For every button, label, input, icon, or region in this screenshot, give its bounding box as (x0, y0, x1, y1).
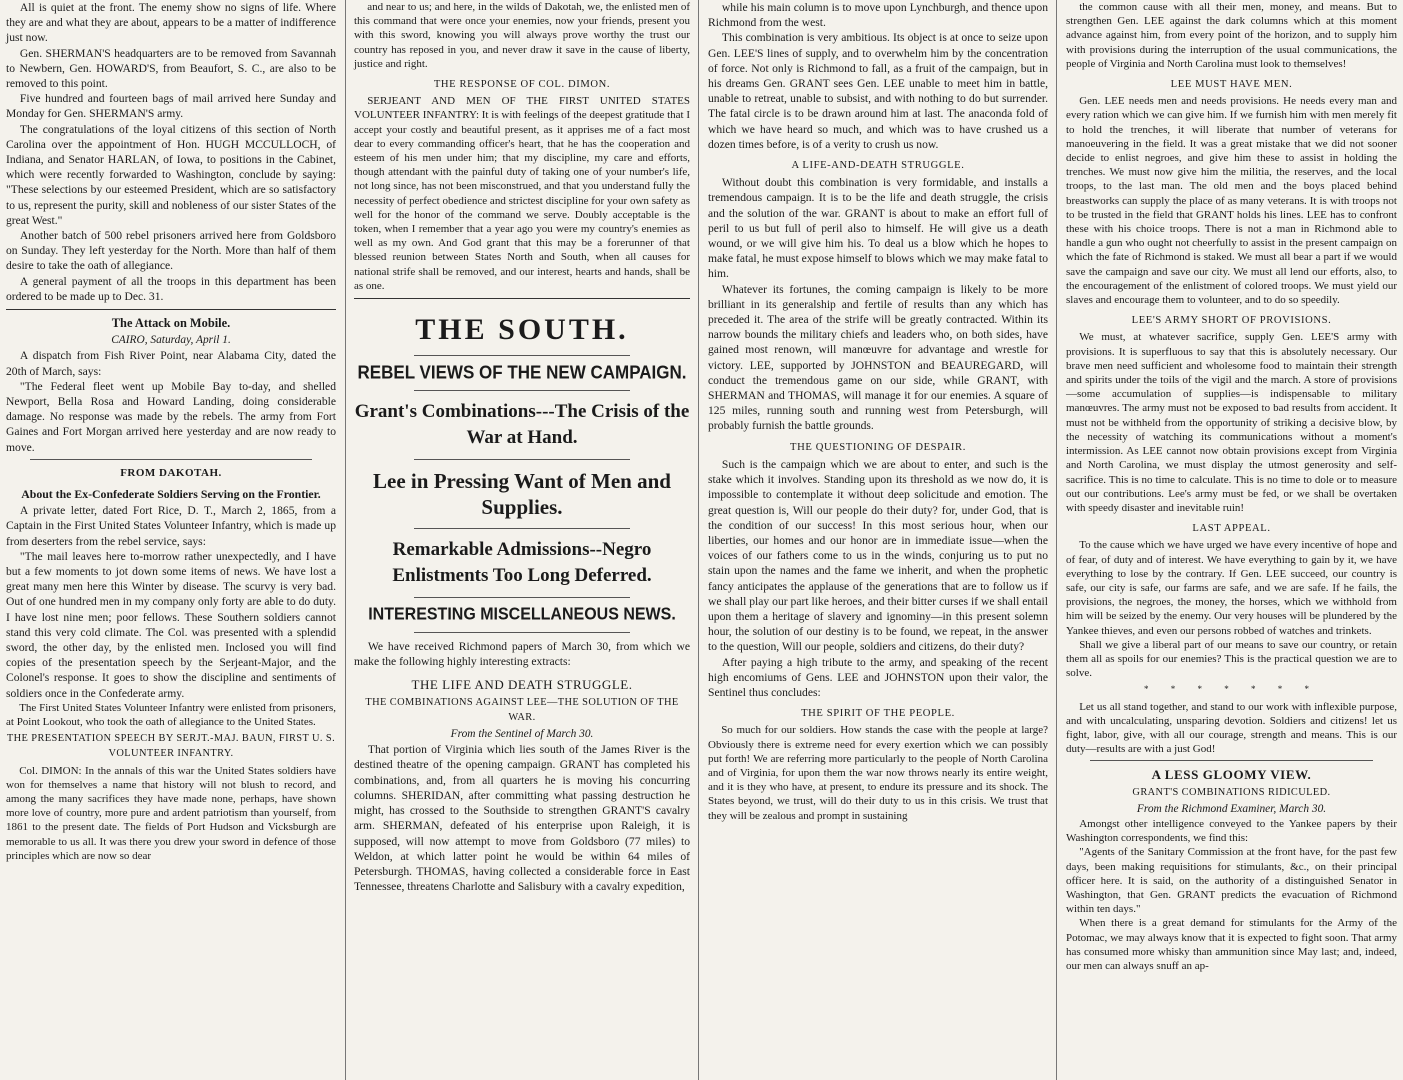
article-subheadline: About the Ex-Confederate Soldiers Serving on the Frontier. (21, 487, 321, 502)
paragraph: A private letter, dated Fort Rice, D. T., March 2, 1865, from a Captain in the First United States Volunteer Infantry, which is made up from deserters from the rebel service, says: (6, 504, 336, 548)
column-4 (1058, 0, 1403, 1080)
article-headline-mobile: The Attack on Mobile. (111, 316, 231, 331)
divider (414, 390, 630, 391)
divider (414, 632, 630, 633)
paragraph: Whatever its fortunes, the coming campaign is likely to be more brilliant in its generalship and fertile of results than any which has preceded it. The area of the strife will be greatly contracted. Within its narrow bounds the military chiefs and leaders who, on both sides, have gained most renown, will manœuvre for advantage and wrestle for victory. LEE, supported by JOHNSTON and BEAUREGARD, will conduct the tremendous game on our side, while GRANT, with SHERMAN and THOMAS, will manage it for our enemies. A square of 125 miles, running south and running west from Petersburgh, will probably furnish the battle grounds. (708, 282, 1048, 433)
paragraph: So much for our soldiers. How stands the case with the people at large? Obviously there is extreme need for every exertion which we can possibly put forth! We are referring more particularly to the people of North Carolina and of Virginia, for upon them the war now throws nearly its entire weight, and it is they who have, at present, to endure its pressure and its shock. The States beyond, we trust, will do their duty to us in this crisis. We trust that they will be zealous and prompt in sustaining (708, 724, 1048, 822)
headline-deck-1: REBEL VIEWS OF THE NEW CAMPAIGN. (357, 362, 687, 383)
paragraph: Gen. SHERMAN'S headquarters are to be removed from Savannah to Newbern, Gen. HOWARD'S, from Beaufort, S. C., are also to be removed to this point. (6, 46, 336, 91)
divider (414, 459, 630, 460)
divider (414, 355, 630, 356)
paragraph: The First United States Volunteer Infantry were enlisted from prisoners, at Point Lookout, who took the oath of allegiance to the United States. (6, 701, 336, 728)
source-line: From the Sentinel of March 30. (450, 728, 594, 741)
section-subheading: GRANT'S COMBINATIONS RIDICULED. (1132, 786, 1331, 798)
headline-deck-3: Lee in Pressing Want of Men and Supplies. (373, 469, 671, 520)
divider (414, 528, 630, 529)
paragraph: A general payment of all the troops in this department has been ordered to be made up to Dec. 31. (6, 274, 336, 303)
paragraph: All is quiet at the front. The enemy show no signs of life. Where they are and what they are about, appears to be a matter of indifference just now. (6, 1, 336, 45)
paragraph: Amongst other intelligence conveyed to the Yankee papers by their Washington correspondents, we find this: (1066, 817, 1397, 845)
paragraph: We have received Richmond papers of March 30, from which we make the following highly interesting extracts: (354, 640, 690, 669)
divider (1090, 760, 1373, 761)
paragraph: SERJEANT AND MEN OF THE FIRST UNITED STATES VOLUNTEER INFANTRY: It is with feelings of the deepest gratitude that I accept your costly and beautiful present, as it apprises me of a fact most dear to every commanding officer's heart, that he has the cooperation and esteem of his men under him; that my discipline, my care and efforts, though attendant with the painful duty of taking one of your number's life, not long since, has not been misconstrued, and that you understand fully the necessity of perfect obedience and strictest discipline for your own safety as well for the honor of the command we serve. Doubly acceptable is the token, when I remember that a year ago you were my country's enemies as well as my own. And God grant that this may be a forerunner of that blessed reunion between States North and South, when all causes for national strife shall be removed, and our interest, hearts and hands, shall be as one. (354, 95, 690, 292)
column-rule (1056, 0, 1057, 1080)
paragraph: Shall we give a liberal part of our means to save our country, or retain them all as spoils for our enemies? This is the practical question we are to solve. (1066, 638, 1397, 680)
paragraph: This combination is very ambitious. Its object is at once to seize upon Gen. LEE'S lines of supply, and to overwhelm him by the concentration of force. Not only is Richmond to fall, as a fruit of the campaign, but in his dreams Gen. GRANT sees Gen. LEE unable to meet him in battle, unable to retreat, unable to subsist, and with nothing to do but surrender. The fatal circle is to be drawn around him at last. The anaconda fold of which we have heard so much, and which was to have crushed us a dozen times before, is of a verity to crush us now. (708, 31, 1048, 151)
paragraph: and near to us; and here, in the wilds of Dakotah, we, the enlisted men of this command that were once your enemies, now your friends, present you with this sword, knowing you will always prove worthy the trust our country has reposed in you, and never draw it save in the cause of liberty, justice and right. (354, 1, 690, 70)
divider (30, 459, 312, 460)
column-rule (345, 0, 346, 1080)
paragraph: A dispatch from Fish River Point, near Alabama City, dated the 20th of March, says: (6, 349, 336, 378)
section-subheading: THE COMBINATIONS AGAINST LEE—THE SOLUTION OF THE WAR. (365, 696, 679, 723)
divider (6, 309, 336, 310)
section-subheading: A LIFE-AND-DEATH STRUGGLE. (791, 160, 965, 172)
section-subheading: LAST APPEAL. (1192, 523, 1271, 535)
paragraph: After paying a high tribute to the army, and speaking of the recent high encomiums of Gens. LEE and JOHNSTON upon their valor, the Sentinel thus concludes: (708, 655, 1048, 699)
paragraph: Five hundred and fourteen bags of mail arrived here Sunday and Monday for Gen. SHERMAN'S army. (6, 92, 336, 121)
paragraph: Such is the campaign which we are about to enter, and such is the stake which it involves. Standing upon its threshold as we now do, it is impossible to contemplate it without deep solicitude and emotion. The great question is, Will our people do their duty? for, under God, that is the condition of our success! In this most serious hour, when our liberties, our homes and our honor are in immediate issue—when the voices of our fathers come to us in the winds, conjuring us to put no stain upon the names and the fame we inherit, and when the prophetic fancy anticipates the applause of the generations that are to follow us if we shall play our part like heroes, and their bitter curses if we shall entail upon them a heritage of slavery and ignominy—in this present solemn hour, the solution of our destiny is to be found, we repeat, in the answer to the question, Will our people, soldiers and citizens, do their duty? (708, 457, 1048, 654)
section-heading: A LESS GLOOMY VIEW. (1151, 767, 1312, 783)
paragraph: To the cause which we have urged we have every incentive of hope and of fear, of duty and of interest. We have everything to gain by it, we have everything to lose by the contrary. If Gen. LEE succeed, our country is safe, our city is safe, our farms are safe, and we are safe. If he fails, the provisions, the negroes, the money, the horses, which we withhold from him will be seized by the enemy. Our very houses will be plundered by the Yankee thieves, and even our persons robbed of watches and trinkets. (1066, 539, 1397, 637)
section-heading: THE LIFE AND DEATH STRUGGLE. (411, 677, 633, 693)
paragraph: Gen. LEE needs men and needs provisions. He needs every man and every ration which we can give him. If we furnish him with men merely fit to hold the trenches, it will liberate that number of veterans for manoeuvering in the field. It was a great mistake that we did not sooner decide to enlist negroes, and give him these to assist in holding the trenches. We must now give him the militia, the reserves, and the local troops, to the last man. The old men and the boys placed behind breastworks can supply the place of as many veterans. It is with troops not to be trusted in the field that GRANT holds his lines. LEE has to confront these with his choice troops. There is not a man in Richmond able to handle a gun who ought not cheerfully to assist in the present campaign on which the fate of Richmond is staked. We must all bear a part if we would save the campaign and save our city. We must all lend our efforts, also, to the encouragement of the enlistment of colored troops. We must yield our slaves and encourage them to volunteer, and to do so speedily. (1066, 95, 1397, 307)
star-separator: * * * * * * * (1144, 684, 1319, 695)
paragraph: "The mail leaves here to-morrow rather unexpectedly, and I have but a few moments to jot down some items of news. We have lost a great many men here this Winter by disease. The scurvy is very bad. Out of one hundred men in my company only forty are able to do duty. I have lost nine men; poor fellows. These Southern soldiers cannot stand this very cold climate. The Col. was presented with a splendid sword, the other day, by the enlisted men. Inclosed you will find copies of the presentation speech by the Serjeant-Major, and the Colonel's response. It goes to show the discipline and sentiments of soldiers once in the Confederate army. (6, 549, 336, 700)
paragraph: the common cause with all their men, money, and means. But to strengthen Gen. LEE against the dark columns which at this moment advance against him, from every point of the horizon, and to supply him with provisions during the interruption of the usual communications, the people of Virginia and North Carolina must look to themselves! (1066, 1, 1397, 70)
paragraph: We must, at whatever sacrifice, supply Gen. LEE'S army with provisions. It is superfluous to say that this is absolutely necessary. Our brave men need sufficient and wholesome food to maintain their strength and spirits under the toils of the vigil and the march. A store of provisions—some accumulation of supplies—is indispensable to military manœuvres. The army must not be exposed to bad results from accident. It must not be withheld from the opportunity of striking a decisive blow, by the necessity of watching its communications without a moment's intermission. As LEE cannot now obtain provisions except from Virginia and North Carolina, we must display the utmost generosity and self-sacrifice. This is no time to calculate. This is no time to dole or to measure out our contributions. Lee's army must be fed, or we shall be overtaken with speedy disaster and inevitable ruin! (1066, 331, 1397, 514)
paragraph: The congratulations of the loyal citizens of this section of North Carolina over the appointment of Hon. HUGH MCCULLOCH, of Indiana, and Senator HARLAN, of Iowa, to positions in the Cabinet, which were recently forwarded to Washington, conclude by saying: "These selections by our esteemed President, which are so satisfactory to us, represent the purity, skill and nobleness of our sister States of the great West." (6, 122, 336, 227)
column-3 (700, 0, 1056, 1080)
column-1 (2, 0, 344, 1080)
section-subheading: LEE MUST HAVE MEN. (1170, 79, 1293, 91)
paragraph: Another batch of 500 rebel prisoners arrived here from Goldsboro on Sunday. They left yesterday for the North. More than half of them desire to take the oath of allegiance. (6, 229, 336, 273)
column-rule (698, 0, 699, 1080)
paragraph: Without doubt this combination is very formidable, and installs a tremendous campaign. It is to be the life and death struggle, the crisis and the solution of the war. GRANT is about to make an effort full of peril to us but full of peril also to himself. He will give us a death wound, or we will give him his. To deal us a blow which he hopes to make fatal, he must expose himself to blows which we may make fatal to him. (708, 176, 1048, 281)
headline-deck-4: Remarkable Admissions--Negro Enlistments Too Long Deferred. (392, 539, 652, 587)
section-subheading: THE PRESENTATION SPEECH BY SERJT.-MAJ. BAUN, FIRST U. S. VOLUNTEER INFANTRY. (6, 733, 336, 760)
dateline: CAIRO, Saturday, April 1. (111, 334, 231, 347)
paragraph: When there is a great demand for stimulants for the Army of the Potomac, we may always know that it is expected to fight soon. That army has consumed more whisky than ammunition since May last; and, indeed, our men can always snuff an ap- (1066, 917, 1397, 972)
divider (354, 298, 690, 299)
paragraph: "The Federal fleet went up Mobile Bay to-day, and shelled Newport, Bella Rosa and Howard Landing, doing considerable damage. No response was made by the rebels. The army from Fort Gaines and Fort Morgan arrived here yesterday and are now ready to move. (6, 379, 336, 454)
source-line: From the Richmond Examiner, March 30. (1136, 802, 1327, 815)
section-subheading: THE RESPONSE OF COL. DIMON. (433, 79, 611, 91)
section-subheading: THE QUESTIONING OF DESPAIR. (790, 441, 966, 453)
article-headline-dakotah: FROM DAKOTAH. (120, 466, 222, 479)
section-subheading: THE SPIRIT OF THE PEOPLE. (801, 708, 955, 720)
paragraph: That portion of Virginia which lies south of the James River is the destined theatre of the opening campaign. GRANT has completed his combinations, and, from all quarters he is moving his concurring columns. SHERIDAN, after committing what passing destruction he might, has crossed to the Southside to strengthen GRANT'S cavalry arm. SHERMAN, defeated of his enterprise upon Raleigh, it is supposed, will now attempt to move from Goldsboro (77 miles) to Weldon, at which latter point he would be within 64 miles of Petersburgh. THOMAS, having collected a considerable force in East Tennessee, threatens Charlotte and Salisbury with a cavalry expedition, (354, 743, 690, 894)
section-subheading: LEE'S ARMY SHORT OF PROVISIONS. (1131, 315, 1332, 327)
paragraph: Col. DIMON: In the annals of this war the United States soldiers have won for themselves a name that history will not blush to record, and among the many sacrifices they have made none, perhaps, have shown more love of country, more pure and ardent patriotism than yourself, from 1861 to the present date. The fields of Port Hudson and Vicksburgh are memorable to us all. It was there you drew your sword in defence of those principles which are now so dear (6, 764, 336, 862)
divider (414, 597, 630, 598)
paragraph: Let us all stand together, and stand to our work with inflexible purpose, and with uncalculating, unsparing devotion. Soldiers and citizens! let us fight, labor, give, with all our courage, strength and means. This is our duty—results are with a just God! (1066, 700, 1397, 756)
headline-deck-2: Grant's Combinations---The Crisis of the War at Hand. (354, 401, 690, 449)
page-title: THE SOUTH. (415, 313, 629, 347)
headline-deck-5: INTERESTING MISCELLANEOUS NEWS. (368, 605, 676, 624)
column-2 (348, 0, 696, 1080)
paragraph: while his main column is to move upon Lynchburgh, and thence upon Richmond from the west. (708, 1, 1048, 30)
paragraph: "Agents of the Sanitary Commission at the front have, for the past few days, been making requisitions for stimulants, &c., on their principal officer here. It is said, on the authority of a distinguished Senator in Washington, that Gen. GRANT predicts the evacuation of Richmond within ten days." (1066, 846, 1397, 916)
